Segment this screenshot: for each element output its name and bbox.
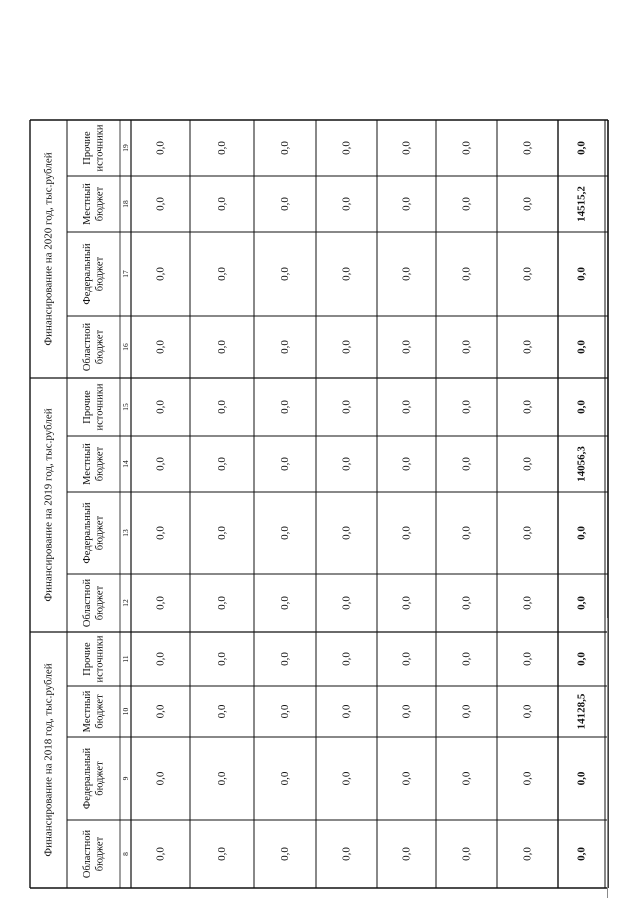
column-header: Областной <box>81 322 93 372</box>
column-number: 12 <box>121 599 130 607</box>
table-cell: 0,0 <box>216 596 228 610</box>
table-cell: 0,0 <box>340 197 353 211</box>
total-cell: 0,0 <box>575 596 588 610</box>
table-cell: 0,0 <box>460 704 473 719</box>
table-cell: 0,0 <box>460 141 473 155</box>
table-cell: 0,0 <box>279 596 291 610</box>
column-header: бюджет <box>94 256 106 292</box>
total-cell: 0,0 <box>575 652 588 666</box>
table-cell: 0,0 <box>154 267 167 281</box>
table-cell: 0,0 <box>521 596 534 610</box>
column-number: 9 <box>121 776 130 781</box>
table-cell: 0,0 <box>154 847 167 861</box>
table-cell: 0,0 <box>460 400 473 414</box>
table-cell: 0,0 <box>460 652 473 666</box>
table-cell: 0,0 <box>154 400 167 414</box>
table-cell: 0,0 <box>400 141 413 155</box>
table-cell: 0,0 <box>521 141 534 155</box>
column-number: 17 <box>121 270 130 278</box>
table-cell: 0,0 <box>521 652 534 666</box>
column-number: 14 <box>121 460 130 468</box>
column-header: бюджет <box>94 515 106 551</box>
table-cell: 0,0 <box>400 340 413 354</box>
total-cell: 0,0 <box>575 771 588 786</box>
table-cell: 0,0 <box>340 457 353 471</box>
column-header: источники <box>94 383 106 431</box>
table-cell: 0,0 <box>216 704 228 719</box>
column-header: бюджет <box>94 761 106 796</box>
table-cell: 0,0 <box>216 652 228 666</box>
table-cell: 0,0 <box>521 704 534 719</box>
table-cell: 0,0 <box>216 340 228 354</box>
table-cell: 0,0 <box>216 400 228 414</box>
table-cell: 0,0 <box>216 141 228 155</box>
table-cell: 0,0 <box>340 652 353 666</box>
table-cell: 0,0 <box>216 197 228 211</box>
table-cell: 0,0 <box>279 526 291 540</box>
table-cell: 0,0 <box>154 704 167 719</box>
table-cell: 0,0 <box>154 457 167 471</box>
table-cell: 0,0 <box>154 596 167 610</box>
table-cell: 0,0 <box>460 771 473 786</box>
table-cell: 0,0 <box>154 526 167 540</box>
table-cell: 0,0 <box>400 526 413 540</box>
table-cell: 0,0 <box>460 340 473 354</box>
table-cell: 0,0 <box>521 526 534 540</box>
table-cell: 0,0 <box>460 596 473 610</box>
column-header: источники <box>94 124 106 172</box>
table-cell: 0,0 <box>216 847 228 861</box>
total-cell: 14128,5 <box>575 693 588 730</box>
column-header: бюджет <box>94 329 106 365</box>
column-number: 16 <box>121 343 130 351</box>
table-cell: 0,0 <box>279 457 291 471</box>
column-number: 18 <box>121 200 130 208</box>
table-cell: 0,0 <box>460 267 473 281</box>
table-cell: 0,0 <box>460 197 473 211</box>
total-cell: 14515,2 <box>575 186 588 222</box>
column-header: Прочие <box>81 131 93 165</box>
table-cell: 0,0 <box>340 400 353 414</box>
column-header: источники <box>94 635 106 683</box>
table-cell: 0,0 <box>154 340 167 354</box>
table-cell: 0,0 <box>216 771 228 786</box>
table-cell: 0,0 <box>521 771 534 786</box>
column-header: Местный <box>81 690 93 733</box>
table-cell: 0,0 <box>340 704 353 719</box>
table-cell: 0,0 <box>340 526 353 540</box>
table-cell: 0,0 <box>521 847 534 861</box>
column-header: Федеральный <box>81 747 93 810</box>
group-title: Финансирование на 2019 год, тыс.рублей <box>42 408 55 602</box>
total-cell: 0,0 <box>575 526 588 540</box>
column-header: Местный <box>81 443 93 485</box>
table-cell: 0,0 <box>154 771 167 786</box>
column-number: 10 <box>121 707 130 716</box>
table-cell: 0,0 <box>340 847 353 861</box>
table-cell: 0,0 <box>279 141 291 155</box>
table-cell: 0,0 <box>216 457 228 471</box>
table-cell: 0,0 <box>279 771 291 786</box>
total-cell: 14056,3 <box>575 446 588 482</box>
table-cell: 0,0 <box>400 847 413 861</box>
table-cell: 0,0 <box>154 141 167 155</box>
column-header: бюджет <box>94 694 106 729</box>
table-cell: 0,0 <box>460 526 473 540</box>
column-header: Федеральный <box>81 502 93 564</box>
table-cell: 0,0 <box>400 596 413 610</box>
table-cell: 0,0 <box>216 267 228 281</box>
table-text <box>43 124 588 878</box>
column-header: Областной <box>81 578 93 628</box>
column-number: 11 <box>121 655 130 663</box>
table-cell: 0,0 <box>521 340 534 354</box>
table-cell: 0,0 <box>400 267 413 281</box>
table-cell: 0,0 <box>279 197 291 211</box>
table-cell: 0,0 <box>279 340 291 354</box>
table-cell: 0,0 <box>460 847 473 861</box>
table-cell: 0,0 <box>400 704 413 719</box>
table-cell: 0,0 <box>400 197 413 211</box>
table-cell: 0,0 <box>340 340 353 354</box>
column-header: бюджет <box>94 186 106 222</box>
column-header: Федеральный <box>81 243 93 305</box>
column-number: 8 <box>121 852 130 856</box>
table-cell: 0,0 <box>216 526 228 540</box>
table-cell: 0,0 <box>279 267 291 281</box>
table-cell: 0,0 <box>279 847 291 861</box>
table-cell: 0,0 <box>521 457 534 471</box>
group-title: Финансирование на 2018 год, тыс.рублей <box>42 663 55 857</box>
column-header: Прочие <box>81 390 93 424</box>
column-header: бюджет <box>94 585 106 621</box>
column-number: 15 <box>121 403 130 411</box>
table-cell: 0,0 <box>400 771 413 786</box>
table-cell: 0,0 <box>340 771 353 786</box>
column-number: 19 <box>121 144 130 152</box>
table-cell: 0,0 <box>460 457 473 471</box>
table-cell: 0,0 <box>521 267 534 281</box>
table-cell: 0,0 <box>154 197 167 211</box>
total-cell: 0,0 <box>575 400 588 414</box>
column-header: Местный <box>81 183 93 225</box>
table-cell: 0,0 <box>279 704 291 719</box>
table-cell: 0,0 <box>340 596 353 610</box>
total-cell: 0,0 <box>575 340 588 354</box>
table-cell: 0,0 <box>400 457 413 471</box>
total-cell: 0,0 <box>575 267 588 281</box>
table-cell: 0,0 <box>400 652 413 666</box>
scan-mark-line <box>607 618 608 898</box>
total-cell: 0,0 <box>575 141 588 155</box>
table-cell: 0,0 <box>340 267 353 281</box>
total-cell: 0,0 <box>575 847 588 861</box>
column-header: бюджет <box>94 446 106 482</box>
group-title: Финансирование на 2020 год, тыс.рублей <box>42 152 55 346</box>
column-header: Областной <box>81 829 93 879</box>
table-cell: 0,0 <box>521 400 534 414</box>
table-cell: 0,0 <box>521 197 534 211</box>
column-header: Прочие <box>81 642 93 676</box>
table-cell: 0,0 <box>279 400 291 414</box>
table-cell: 0,0 <box>340 141 353 155</box>
table-cell: 0,0 <box>154 652 167 666</box>
column-number: 13 <box>121 529 130 537</box>
table-cell: 0,0 <box>400 400 413 414</box>
table-cell: 0,0 <box>279 652 291 666</box>
column-header: бюджет <box>94 836 106 872</box>
